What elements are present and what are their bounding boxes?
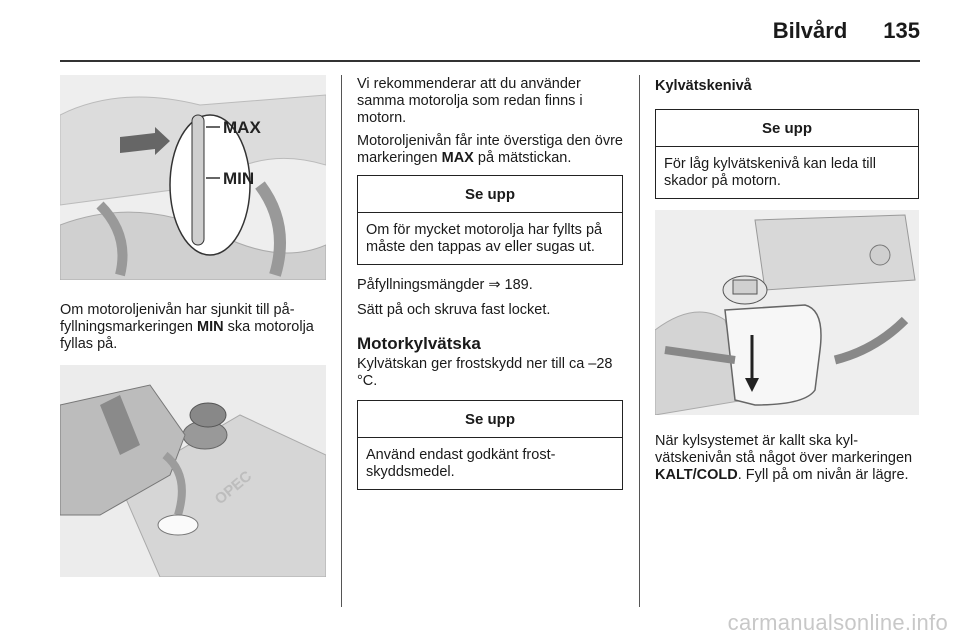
min-mark-label: MIN <box>223 169 255 188</box>
notice-overfill <box>357 175 623 265</box>
fill-quantities-ref: Påfyllningsmängder ⇒ 189. <box>357 277 533 293</box>
section-title: Bilvård <box>772 18 848 43</box>
notice-body: Använd endast godkänt frostskyddsmedel. <box>366 447 556 480</box>
page-number: 135 <box>883 18 920 43</box>
engine-dipstick-image <box>60 75 326 280</box>
notice-title: Se upp <box>656 110 918 147</box>
kalt-cold-paragraph: När kylsystemet är kallt ska kylvätskenivån stå något över markeringen KALT/COLD. Fyll på om nivån är lägre. <box>655 433 913 483</box>
page-header <box>773 18 920 44</box>
coolant-frost-paragraph: Kylvätskan ger frostskydd ner till ca –28 °C. <box>357 356 613 389</box>
coolant-level-heading: Kylvätskenivå <box>655 78 752 94</box>
col1-text <box>60 302 330 359</box>
oil-bottle-image <box>60 365 326 577</box>
cap-instruction: Sätt på och skruva fast locket. <box>357 302 551 318</box>
max-mark-label: MAX <box>223 118 261 137</box>
watermark: carmanualsonline.info <box>727 610 948 635</box>
engine-cover-label: OPEC <box>211 467 256 509</box>
dipstick-illustration <box>60 75 326 280</box>
header-rule <box>60 60 920 62</box>
col3-text <box>655 78 919 199</box>
col3-bottom-text <box>655 433 925 490</box>
notice-title: Se upp <box>358 176 622 213</box>
coolant-reservoir-image <box>655 210 919 415</box>
coolant-tank-illustration <box>655 210 919 415</box>
notice-antifreeze <box>357 400 623 490</box>
oil-filling-illustration <box>60 365 326 577</box>
notice-body: Om för mycket motorolja har fyllts på måste den tappas av eller sugas ut. <box>366 222 603 255</box>
min-refill-paragraph: Om motoroljenivån har sjunkit till påfyllningsmarkeringen MIN ska motorolja fyllas på. <box>60 302 314 352</box>
column-divider-2 <box>639 75 640 607</box>
column-divider-1 <box>341 75 342 607</box>
col2-text <box>357 76 623 490</box>
oil-recommendation: Vi rekommenderar att du använder samma motorolja som redan finns i motorn. <box>357 76 583 126</box>
notice-body: För låg kylvätskenivå kan leda till skador på motorn. <box>664 156 876 189</box>
coolant-heading: Motorkylvätska <box>357 334 481 353</box>
notice-low-coolant <box>655 109 919 199</box>
notice-title: Se upp <box>358 401 622 438</box>
max-warning-paragraph: Motoroljenivån får inte överstiga den övre markeringen MAX på mätstickan. <box>357 133 623 166</box>
